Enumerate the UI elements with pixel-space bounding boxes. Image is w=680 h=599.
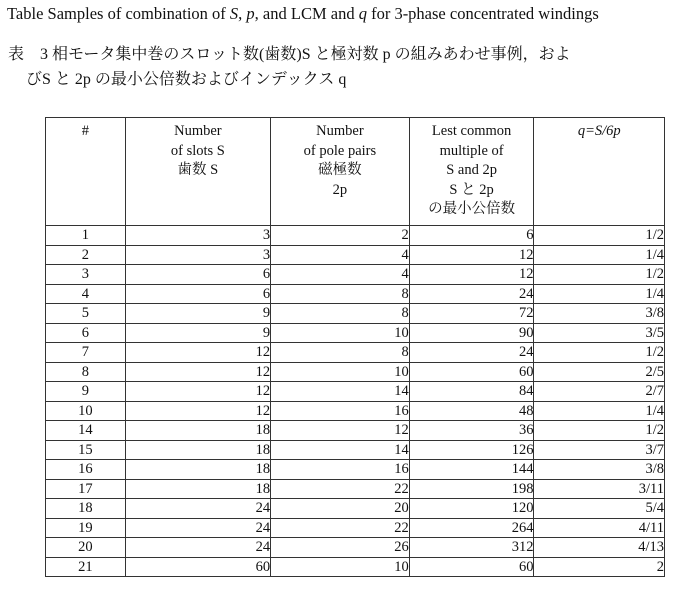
cell-q: 1/2 — [534, 265, 665, 285]
cell-q: 1/2 — [534, 343, 665, 363]
header-poles-line: Number — [316, 123, 364, 139]
cell-q: 2 — [534, 557, 665, 577]
table-row — [46, 362, 665, 382]
cell-q: 1/4 — [534, 401, 665, 421]
cell-poles: 22 — [271, 479, 410, 499]
cell-q: 2/7 — [534, 382, 665, 402]
header-lcm-line: multiple of — [439, 142, 504, 159]
title-s-symbol: S — [229, 4, 239, 23]
cell-q: 1/2 — [534, 226, 665, 246]
header-poles-line: 2p — [332, 181, 348, 198]
cell-index: 2 — [46, 245, 126, 265]
cell-lcm: 12 — [409, 265, 534, 285]
table-row — [46, 245, 665, 265]
cell-slots: 18 — [125, 421, 270, 441]
cell-slots: 18 — [125, 479, 270, 499]
header-lcm-line: Lest common — [431, 123, 512, 139]
table-row — [46, 323, 665, 343]
cell-lcm: 24 — [409, 284, 534, 304]
cell-index: 3 — [46, 265, 126, 285]
cell-index: 19 — [46, 518, 126, 538]
table-row — [46, 226, 665, 246]
cell-poles: 2 — [271, 226, 410, 246]
cell-q: 2/5 — [534, 362, 665, 382]
cell-lcm: 312 — [409, 538, 534, 558]
title-prefix: Table Samples of combination of — [7, 4, 230, 23]
cell-poles: 10 — [271, 557, 410, 577]
table-row — [46, 304, 665, 324]
table-row — [46, 538, 665, 558]
cell-poles: 14 — [271, 440, 410, 460]
cell-lcm: 24 — [409, 343, 534, 363]
table-row — [46, 499, 665, 519]
cell-lcm: 60 — [409, 362, 534, 382]
header-lcm-line: の最小公倍数 — [428, 201, 516, 217]
cell-poles: 26 — [271, 538, 410, 558]
cell-index: 16 — [46, 460, 126, 480]
cell-index: 20 — [46, 538, 126, 558]
cell-q: 4/11 — [534, 518, 665, 538]
title-p-symbol: p — [246, 4, 255, 23]
combination-table — [45, 117, 665, 577]
header-lcm — [409, 118, 534, 226]
cell-lcm: 36 — [409, 421, 534, 441]
cell-slots: 9 — [125, 304, 270, 324]
cell-index: 14 — [46, 421, 126, 441]
cell-q: 5/4 — [534, 499, 665, 519]
table-body — [46, 226, 665, 577]
cell-poles: 4 — [271, 245, 410, 265]
table-row — [46, 343, 665, 363]
title-q-symbol: q — [358, 4, 367, 23]
table-row — [46, 460, 665, 480]
table-row — [46, 479, 665, 499]
cell-index: 5 — [46, 304, 126, 324]
cell-q: 3/8 — [534, 304, 665, 324]
cell-lcm: 90 — [409, 323, 534, 343]
cell-lcm: 264 — [409, 518, 534, 538]
cell-index: 6 — [46, 323, 126, 343]
table-row — [46, 401, 665, 421]
header-slots — [125, 118, 270, 226]
cell-poles: 16 — [271, 401, 410, 421]
cell-q: 1/4 — [534, 245, 665, 265]
japanese-title-line-2: びS と 2p の最小公倍数およびインデックス q — [26, 71, 347, 88]
table-row — [46, 557, 665, 577]
cell-slots: 6 — [125, 265, 270, 285]
cell-index: 4 — [46, 284, 126, 304]
cell-index: 1 — [46, 226, 126, 246]
cell-slots: 12 — [125, 401, 270, 421]
header-poles-line: 磁極数 — [318, 162, 362, 178]
cell-q: 3/8 — [534, 460, 665, 480]
cell-lcm: 84 — [409, 382, 534, 402]
header-slots-line: of slots S — [170, 142, 225, 159]
title-middle: , and LCM and — [254, 4, 359, 23]
cell-slots: 3 — [125, 226, 270, 246]
table-row — [46, 284, 665, 304]
header-poles — [271, 118, 410, 226]
cell-lcm: 48 — [409, 401, 534, 421]
cell-lcm: 6 — [409, 226, 534, 246]
header-index — [46, 118, 126, 226]
cell-poles: 8 — [271, 284, 410, 304]
cell-q: 4/13 — [534, 538, 665, 558]
table-row — [46, 265, 665, 285]
cell-lcm: 12 — [409, 245, 534, 265]
table-row — [46, 421, 665, 441]
cell-index: 15 — [46, 440, 126, 460]
header-slots-line: 歯数 S — [177, 162, 219, 178]
cell-index: 10 — [46, 401, 126, 421]
title-comma: , — [238, 4, 247, 23]
cell-index: 17 — [46, 479, 126, 499]
japanese-title — [8, 42, 678, 92]
cell-lcm: 120 — [409, 499, 534, 519]
cell-poles: 8 — [271, 304, 410, 324]
table-header-row — [46, 118, 665, 226]
cell-lcm: 198 — [409, 479, 534, 499]
cell-slots: 60 — [125, 557, 270, 577]
header-index-line: # — [81, 123, 89, 139]
cell-slots: 6 — [125, 284, 270, 304]
cell-q: 1/2 — [534, 421, 665, 441]
cell-slots: 24 — [125, 518, 270, 538]
table-row — [46, 440, 665, 460]
cell-index: 7 — [46, 343, 126, 363]
cell-lcm: 72 — [409, 304, 534, 324]
header-lcm-line: S and 2p — [446, 162, 497, 178]
cell-poles: 14 — [271, 382, 410, 402]
cell-poles: 10 — [271, 362, 410, 382]
cell-slots: 12 — [125, 382, 270, 402]
cell-slots: 24 — [125, 538, 270, 558]
cell-lcm: 60 — [409, 557, 534, 577]
cell-poles: 8 — [271, 343, 410, 363]
cell-slots: 12 — [125, 362, 270, 382]
cell-slots: 24 — [125, 499, 270, 519]
cell-poles: 22 — [271, 518, 410, 538]
header-poles-line: of pole pairs — [303, 142, 377, 159]
cell-slots: 9 — [125, 323, 270, 343]
cell-poles: 10 — [271, 323, 410, 343]
cell-poles: 20 — [271, 499, 410, 519]
cell-lcm: 144 — [409, 460, 534, 480]
japanese-title-line-1: 表 3 相モータ集中巻のスロット数(歯数)S と極対数 p の組みあわせ事例，およ — [8, 46, 571, 63]
english-title — [7, 4, 599, 24]
cell-poles: 4 — [271, 265, 410, 285]
cell-q: 3/5 — [534, 323, 665, 343]
cell-lcm: 126 — [409, 440, 534, 460]
cell-q: 1/4 — [534, 284, 665, 304]
cell-q: 3/11 — [534, 479, 665, 499]
cell-index: 21 — [46, 557, 126, 577]
table-row — [46, 382, 665, 402]
cell-index: 8 — [46, 362, 126, 382]
header-q-line: q=S/6p — [577, 123, 621, 139]
cell-poles: 16 — [271, 460, 410, 480]
cell-index: 18 — [46, 499, 126, 519]
cell-slots: 12 — [125, 343, 270, 363]
header-lcm-line: S と 2p — [449, 181, 494, 198]
cell-poles: 12 — [271, 421, 410, 441]
cell-slots: 3 — [125, 245, 270, 265]
cell-q: 3/7 — [534, 440, 665, 460]
cell-slots: 18 — [125, 440, 270, 460]
header-q — [534, 118, 665, 226]
table-row — [46, 518, 665, 538]
header-slots-line: Number — [174, 123, 222, 139]
title-suffix: for 3-phase concentrated windings — [366, 4, 599, 23]
cell-index: 9 — [46, 382, 126, 402]
cell-slots: 18 — [125, 460, 270, 480]
